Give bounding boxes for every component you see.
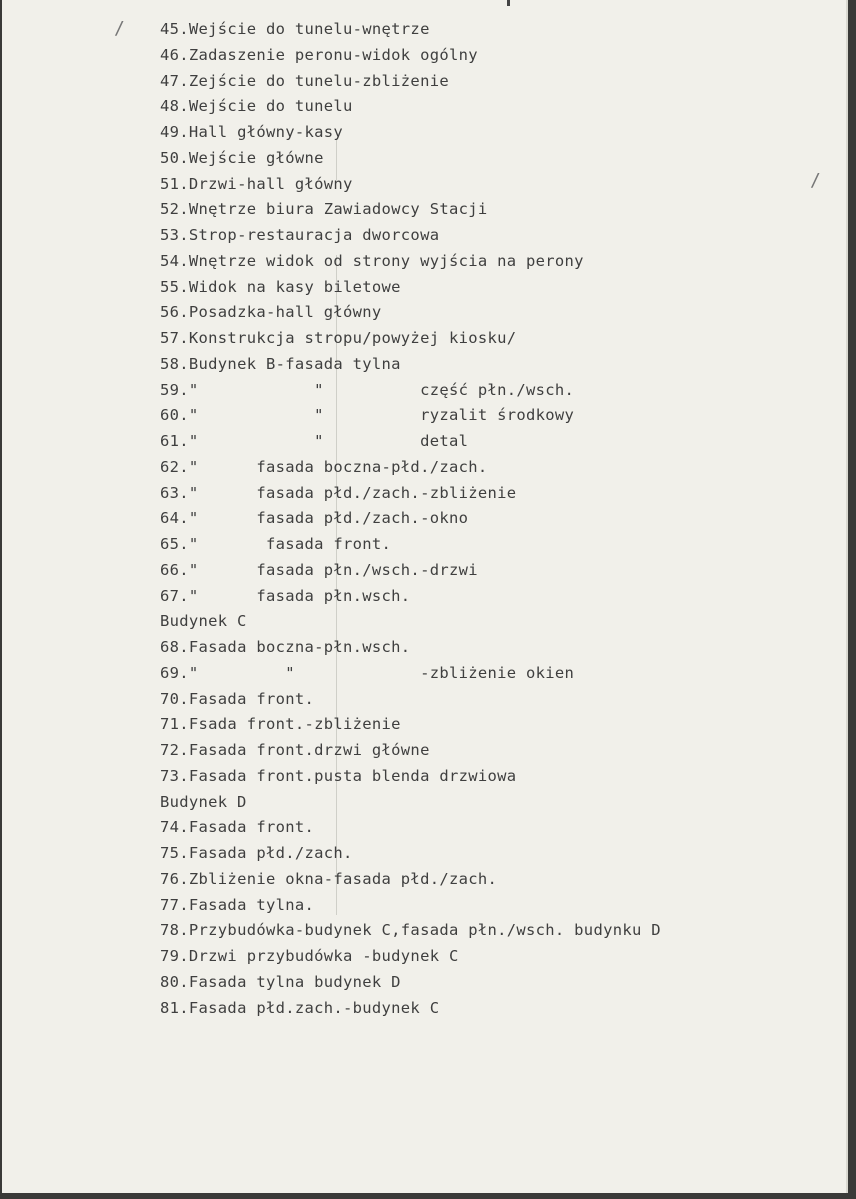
item-number: 63. bbox=[160, 483, 189, 502]
item-number: 61. bbox=[160, 432, 189, 450]
list-item bbox=[160, 406, 574, 424]
item-text: " " ryzalit środkowy bbox=[188, 406, 575, 425]
list-item bbox=[160, 973, 401, 991]
item-number: 48. bbox=[160, 97, 189, 116]
item-text: " " część płn./wsch. bbox=[188, 380, 575, 399]
list-item bbox=[160, 896, 314, 914]
section-heading bbox=[160, 793, 247, 811]
item-text: Drzwi-hall główny bbox=[188, 174, 353, 193]
list-item bbox=[160, 226, 439, 244]
item-number: 49. bbox=[160, 123, 189, 141]
list-item bbox=[160, 999, 439, 1017]
item-number: 67. bbox=[160, 586, 189, 605]
numbered-list bbox=[2, 0, 848, 1193]
list-item bbox=[160, 690, 314, 708]
item-text: Fasada tylna budynek D bbox=[188, 972, 401, 991]
list-item bbox=[160, 72, 449, 90]
item-text: Wnętrze biura Zawiadowcy Stacji bbox=[188, 200, 488, 219]
item-text: Fasada tylna. bbox=[188, 895, 315, 914]
item-text: Posadzka-hall główny bbox=[188, 303, 382, 322]
list-item bbox=[160, 381, 574, 399]
item-text: Hall główny-kasy bbox=[188, 123, 344, 141]
document-page bbox=[2, 0, 848, 1193]
item-text: Zbliżenie okna-fasada płd./zach. bbox=[188, 869, 498, 888]
item-text: " " detal bbox=[188, 432, 469, 450]
list-item bbox=[160, 432, 468, 450]
item-number: 80. bbox=[160, 972, 189, 991]
item-text: " fasada boczna-płd./zach. bbox=[188, 457, 488, 476]
item-text: Fasada boczna-płn.wsch. bbox=[188, 638, 411, 656]
item-number: 72. bbox=[160, 741, 189, 759]
item-number: 58. bbox=[160, 354, 189, 373]
item-number: 70. bbox=[160, 689, 189, 708]
list-item bbox=[160, 767, 516, 785]
item-number: 45. bbox=[160, 20, 189, 38]
list-item bbox=[160, 921, 661, 939]
list-item bbox=[160, 97, 353, 115]
list-item bbox=[160, 252, 584, 270]
item-number: 74. bbox=[160, 818, 189, 837]
item-text: Drzwi przybudówka -budynek C bbox=[188, 947, 459, 965]
list-item bbox=[160, 46, 478, 64]
list-item bbox=[160, 329, 516, 347]
item-number: 53. bbox=[160, 226, 189, 244]
list-item bbox=[160, 123, 343, 141]
list-item bbox=[160, 509, 468, 527]
item-number: 47. bbox=[160, 71, 189, 90]
item-number: 77. bbox=[160, 895, 189, 914]
list-item bbox=[160, 715, 401, 733]
item-number: 57. bbox=[160, 329, 189, 347]
item-text: " fasada płn.wsch. bbox=[188, 586, 411, 605]
item-number: 81. bbox=[160, 998, 189, 1017]
item-number: 64. bbox=[160, 509, 189, 528]
item-text: Wnętrze widok od strony wyjścia na perony bbox=[188, 251, 584, 270]
item-number: 55. bbox=[160, 277, 189, 296]
item-number: 54. bbox=[160, 251, 189, 270]
list-item bbox=[160, 870, 497, 888]
item-text: " " -zbliżenie okien bbox=[188, 663, 575, 682]
list-item bbox=[160, 355, 401, 373]
item-text: " fasada płd./zach.-okno bbox=[188, 509, 469, 528]
list-item bbox=[160, 741, 430, 759]
item-text: " fasada płd./zach.-zbliżenie bbox=[188, 483, 517, 502]
list-item bbox=[160, 278, 401, 296]
list-item bbox=[160, 200, 488, 218]
item-number: 60. bbox=[160, 406, 189, 425]
item-text: Fasada front. bbox=[188, 818, 315, 837]
item-text: Strop-restauracja dworcowa bbox=[188, 226, 440, 244]
item-number: 46. bbox=[160, 45, 189, 64]
item-number: 71. bbox=[160, 715, 189, 734]
list-item bbox=[160, 175, 353, 193]
item-number: 51. bbox=[160, 174, 189, 193]
section-heading bbox=[160, 612, 247, 630]
item-text: Budynek B-fasada tylna bbox=[188, 354, 401, 373]
item-number: 59. bbox=[160, 380, 189, 399]
list-item bbox=[160, 818, 314, 836]
item-number: 78. bbox=[160, 921, 189, 940]
item-text: Zejście do tunelu-zbliżenie bbox=[188, 71, 449, 90]
item-number: 62. bbox=[160, 457, 189, 476]
list-item bbox=[160, 947, 459, 965]
item-number: 69. bbox=[160, 663, 189, 682]
list-item bbox=[160, 664, 574, 682]
item-text: Widok na kasy biletowe bbox=[188, 277, 401, 296]
item-number: 79. bbox=[160, 947, 189, 965]
item-number: 50. bbox=[160, 148, 189, 167]
item-text: Budynek D bbox=[160, 792, 247, 811]
item-text: " fasada front. bbox=[188, 535, 392, 553]
item-number: 75. bbox=[160, 844, 189, 862]
list-item bbox=[160, 20, 430, 38]
item-number: 76. bbox=[160, 869, 189, 888]
item-text: " fasada płn./wsch.-drzwi bbox=[188, 560, 478, 579]
item-text: Budynek C bbox=[160, 612, 247, 631]
list-item bbox=[160, 484, 516, 502]
list-item bbox=[160, 458, 488, 476]
item-number: 65. bbox=[160, 535, 189, 553]
list-item bbox=[160, 535, 391, 553]
list-item bbox=[160, 149, 324, 167]
item-text: Zadaszenie peronu-widok ogólny bbox=[188, 45, 478, 64]
item-text: Przybudówka-budynek C,fasada płn./wsch. budynku D bbox=[188, 921, 661, 940]
item-number: 56. bbox=[160, 303, 189, 322]
list-item bbox=[160, 587, 410, 605]
item-text: Konstrukcja stropu/powyżej kiosku/ bbox=[188, 329, 517, 347]
item-number: 68. bbox=[160, 638, 189, 656]
item-text: Fsada front.-zbliżenie bbox=[188, 715, 401, 734]
stray-pen-mark: / bbox=[114, 18, 125, 39]
list-item bbox=[160, 638, 410, 656]
item-text: Wejście do tunelu bbox=[188, 97, 353, 116]
stray-pen-mark: / bbox=[810, 170, 821, 191]
item-number: 66. bbox=[160, 560, 189, 579]
item-text: Wejście do tunelu-wnętrze bbox=[188, 20, 430, 38]
item-number: 52. bbox=[160, 200, 189, 219]
item-number: 73. bbox=[160, 766, 189, 785]
item-text: Fasada płd.zach.-budynek C bbox=[188, 998, 440, 1017]
item-text: Fasada front. bbox=[188, 689, 315, 708]
list-item bbox=[160, 844, 353, 862]
item-text: Fasada front.drzwi główne bbox=[188, 741, 430, 759]
list-item bbox=[160, 303, 382, 321]
item-text: Wejście główne bbox=[188, 148, 324, 167]
list-item bbox=[160, 561, 478, 579]
item-text: Fasada front.pusta blenda drzwiowa bbox=[188, 766, 517, 785]
item-text: Fasada płd./zach. bbox=[188, 844, 353, 862]
